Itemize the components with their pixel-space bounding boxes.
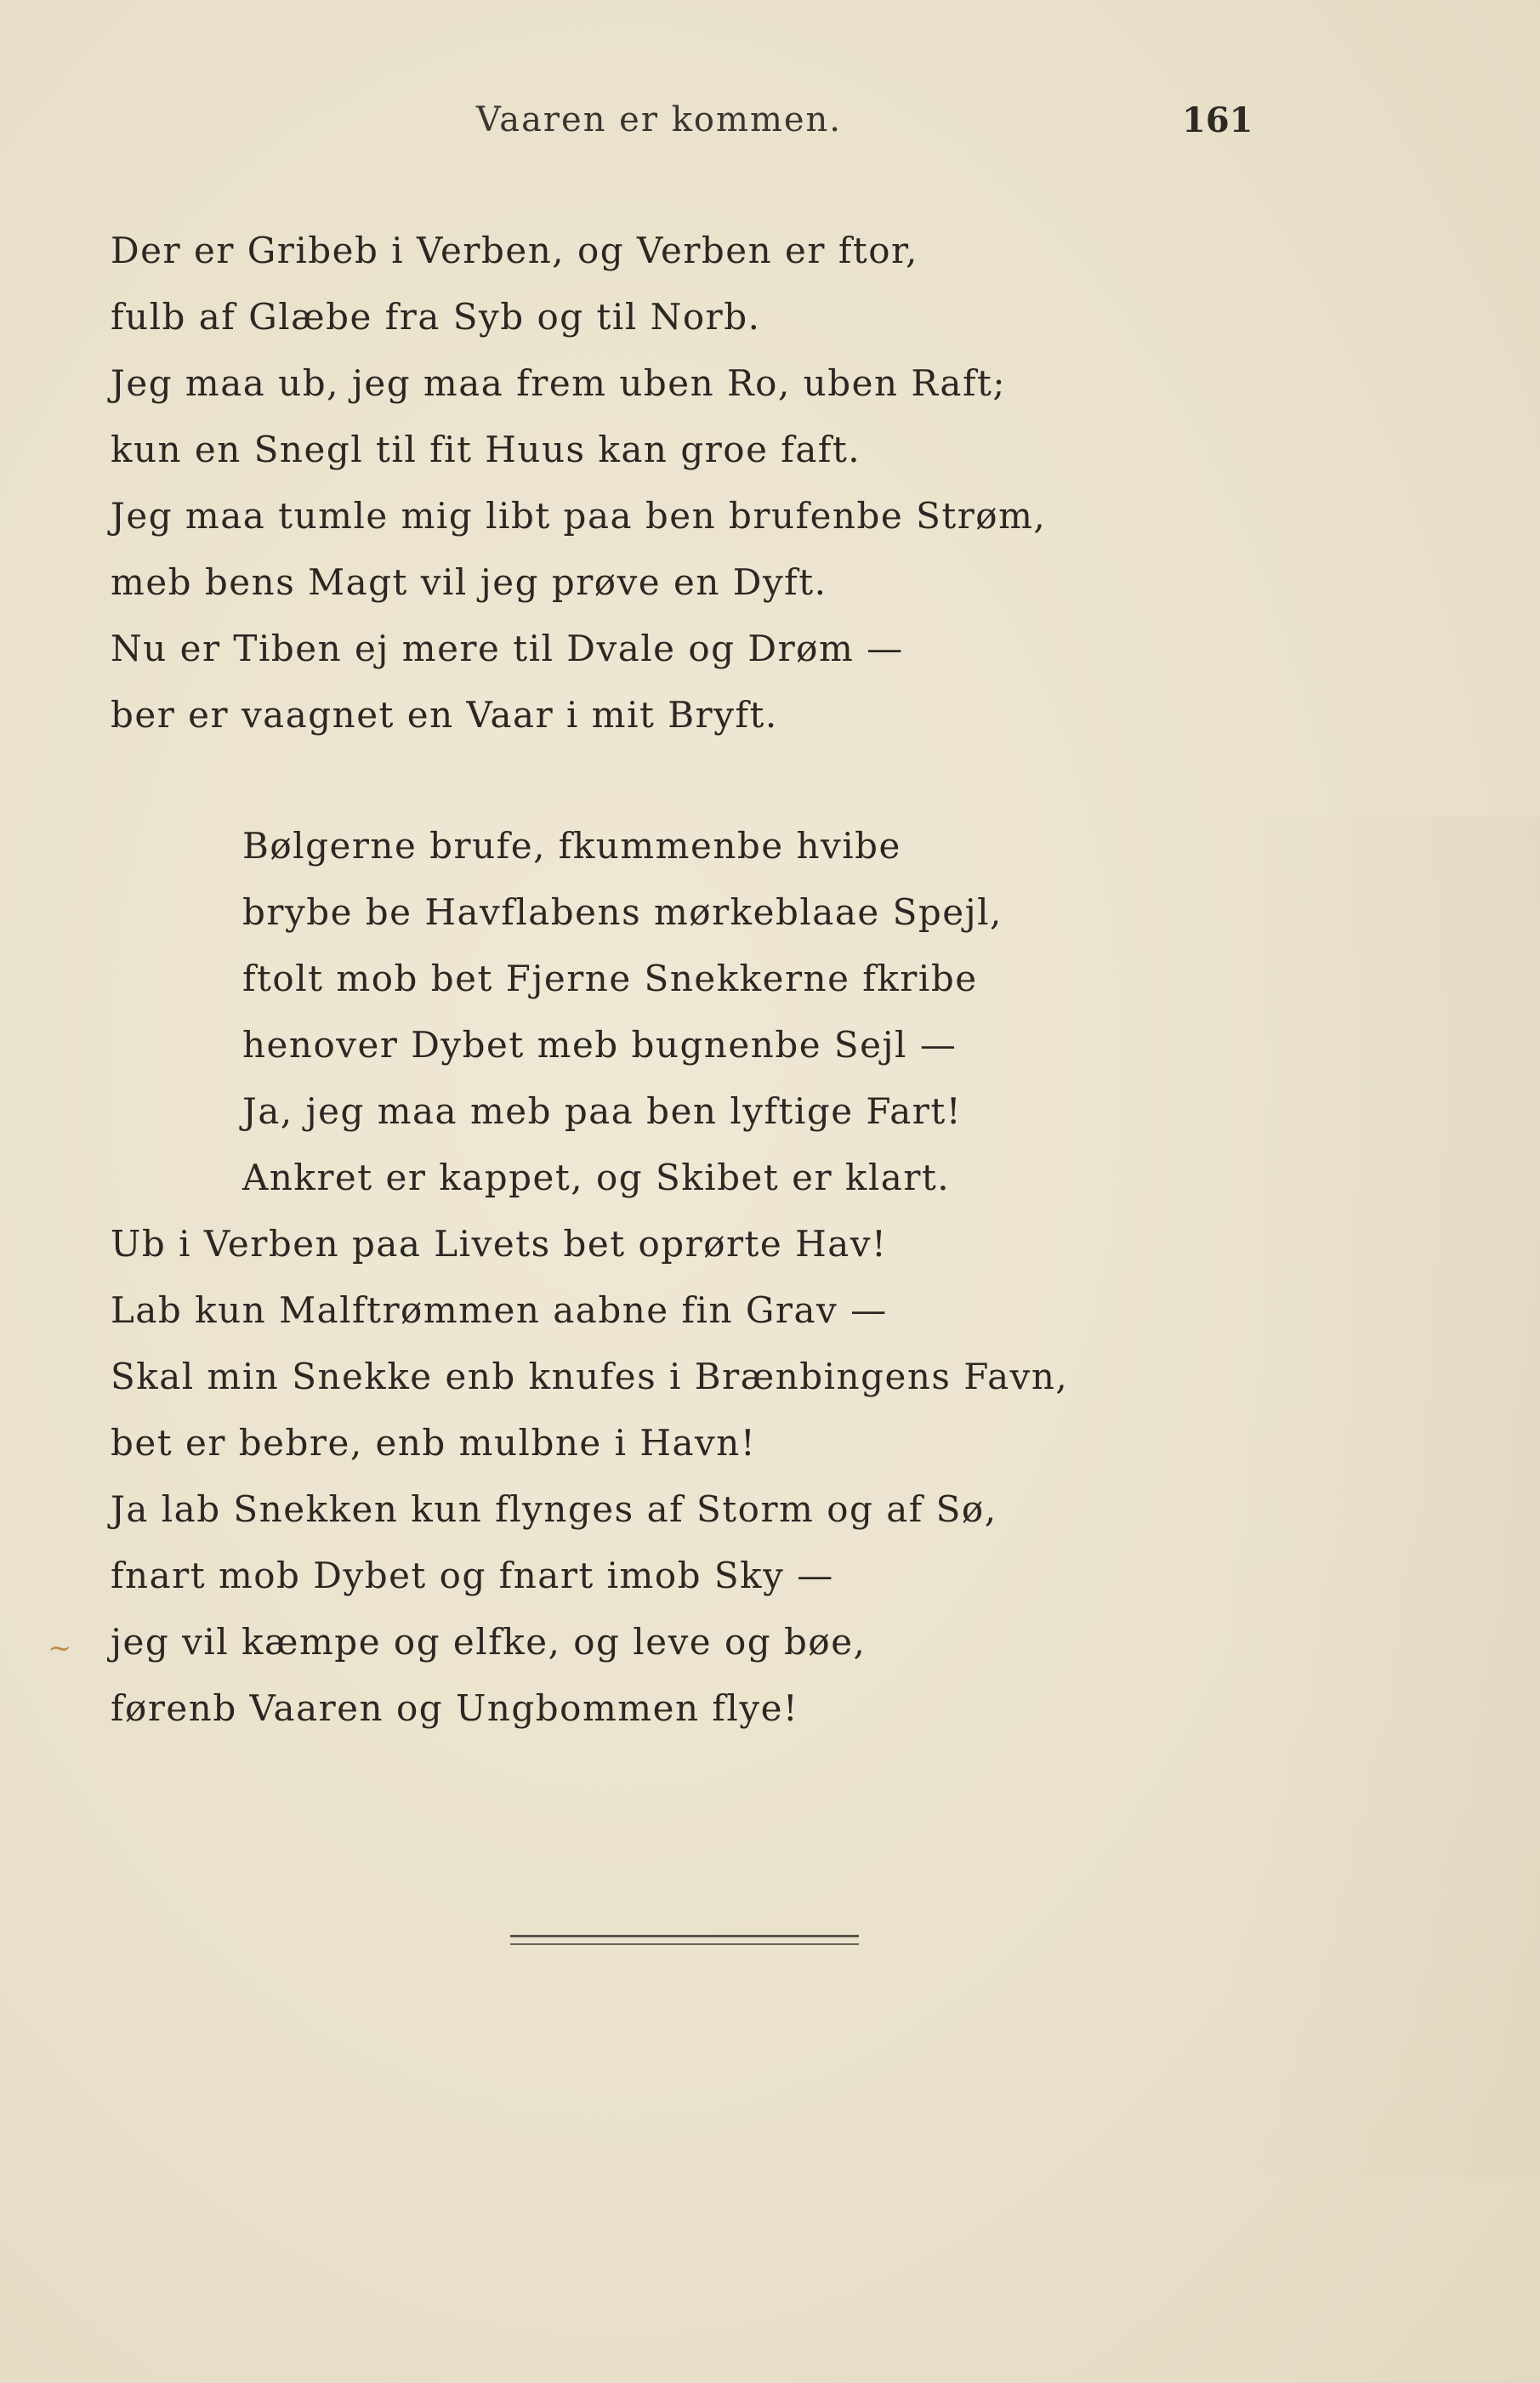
show-through-shading <box>1225 816 1540 2177</box>
poem-line: Bølgerne brufe, fkummenbe hvibe <box>242 825 901 867</box>
poem-line: Ub i Verben paa Livets bet oprørte Hav! <box>111 1223 888 1265</box>
poem-line: henover Dybet meb bugnenbe Sejl — <box>242 1024 958 1066</box>
running-title: Vaaren er kommen. <box>476 100 843 139</box>
running-head <box>0 100 1540 151</box>
end-rule <box>510 1935 859 1937</box>
margin-mark: ~ <box>48 1631 72 1665</box>
poem-line: Ankret er kappet, og Skibet er klart. <box>242 1157 951 1198</box>
page-number: 161 <box>1182 100 1253 140</box>
end-rule-thin <box>510 1943 859 1945</box>
poem-line: jeg vil kæmpe og elfke, og leve og bøe, <box>111 1621 867 1663</box>
poem-line: Jeg maa tumle mig libt paa ben brufenbe Strøm, <box>111 495 1047 537</box>
poem-line: Lab kun Malftrømmen aabne fin Grav — <box>111 1289 888 1331</box>
poem-line: Nu er Tiben ej mere til Dvale og Drøm — <box>111 628 904 669</box>
poem-line: fulb af Glæbe fra Syb og til Norb. <box>111 296 761 338</box>
poem-line: ftolt mob bet Fjerne Snekkerne fkribe <box>242 958 978 999</box>
poem-line: Ja, jeg maa meb paa ben lyftige Fart! <box>242 1090 963 1132</box>
poem-line: Der er Gribeb i Verben, og Verben er ftor, <box>111 230 918 271</box>
poem-line: fnart mob Dybet og fnart imob Sky — <box>111 1555 834 1596</box>
poem-line: kun en Snegl til fit Huus kan groe faft. <box>111 429 861 470</box>
poem-line: førenb Vaaren og Ungbommen flye! <box>111 1687 799 1729</box>
poem-line: brybe be Havflabens mørkeblaae Spejl, <box>242 891 1003 933</box>
poem-line: Jeg maa ub, jeg maa frem uben Ro, uben Raft; <box>111 362 1007 404</box>
poem-line: bet er bebre, enb mulbne i Havn! <box>111 1422 757 1464</box>
poem-line: meb bens Magt vil jeg prøve en Dyft. <box>111 561 827 603</box>
poem-line: Ja lab Snekken kun flynges af Storm og af Sø, <box>111 1488 997 1530</box>
poem-line: ber er vaagnet en Vaar i mit Bryft. <box>111 694 778 736</box>
poem-line: Skal min Snekke enb knufes i Brænbingens Favn, <box>111 1356 1069 1397</box>
